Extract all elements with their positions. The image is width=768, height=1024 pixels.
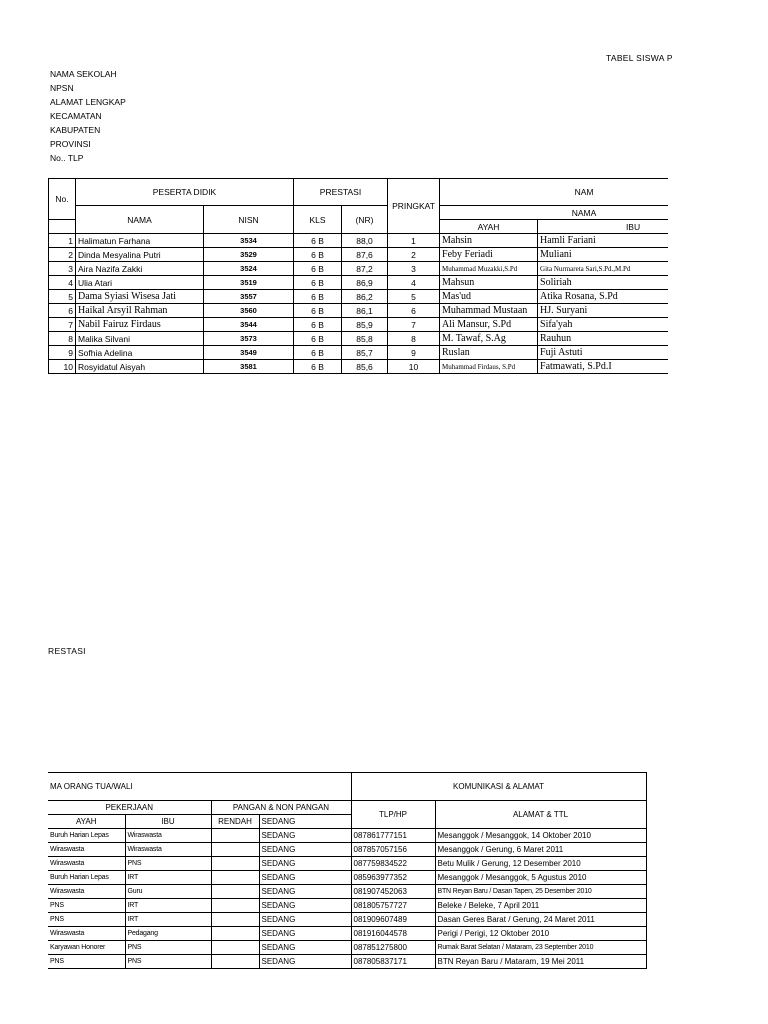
cell-rendah — [211, 955, 259, 969]
info-npsn: NPSN — [50, 83, 74, 93]
cell-ayah: PNS — [48, 913, 125, 927]
cell-ayah: Wiraswasta — [48, 843, 125, 857]
cell-kls: 6 B — [294, 360, 342, 374]
header-nr: (NR) — [342, 206, 388, 234]
table-row — [49, 262, 669, 276]
cell-alamat: Beleke / Beleke, 7 April 2011 — [435, 899, 646, 913]
cell-no: 1 — [49, 234, 76, 248]
cell-ayah: Buruh Harian Lepas — [48, 871, 125, 885]
cell-no: 4 — [49, 276, 76, 290]
cell-ibu: PNS — [125, 955, 211, 969]
cell-nisn: 3544 — [204, 318, 294, 332]
cell-ibu: Rauhun — [538, 332, 668, 346]
cell-no: 2 — [49, 248, 76, 262]
cell-ibu: PNS — [125, 857, 211, 871]
parent-table-wrapper — [48, 772, 648, 969]
cell-ibu: Wiraswasta — [125, 843, 211, 857]
table-row — [49, 234, 669, 248]
cell-tlp: 087851275800 — [351, 941, 435, 955]
school-info — [50, 67, 126, 165]
cell-sedang: SEDANG — [259, 829, 351, 843]
cell-sedang: SEDANG — [259, 857, 351, 871]
cell-kls: 6 B — [294, 304, 342, 318]
cell-sedang: SEDANG — [259, 843, 351, 857]
cell-ibu: Atika Rosana, S.Pd — [538, 290, 668, 304]
cell-ibu: PNS — [125, 941, 211, 955]
header-prestasi: PRESTASI — [294, 179, 388, 206]
cell-nisn: 3549 — [204, 346, 294, 360]
cell-nr: 87,6 — [342, 248, 388, 262]
cell-nisn: 3581 — [204, 360, 294, 374]
cell-pringkat: 6 — [388, 304, 440, 318]
cell-sedang: SEDANG — [259, 941, 351, 955]
header-tlp: TLP/HP — [351, 801, 435, 829]
header-ayah: AYAH — [440, 220, 538, 234]
cell-ayah: Muhammad Muzakki,S.Pd — [440, 262, 538, 276]
cell-pringkat: 5 — [388, 290, 440, 304]
cell-tlp: 087861777151 — [351, 829, 435, 843]
info-kabupaten: KABUPATEN — [50, 125, 101, 135]
cell-ayah: Muhammad Firdaus, S.Pd — [440, 360, 538, 374]
cell-nisn: 3573 — [204, 332, 294, 346]
cell-ayah: Mahsin — [440, 234, 538, 248]
cell-nisn: 3529 — [204, 248, 294, 262]
cell-tlp: 081907452063 — [351, 885, 435, 899]
cell-no: 6 — [49, 304, 76, 318]
cell-nr: 86,2 — [342, 290, 388, 304]
cell-ibu: Wiraswasta — [125, 829, 211, 843]
table-row — [48, 871, 646, 885]
cell-ibu: Pedagang — [125, 927, 211, 941]
cell-nama: Dinda Mesyalina Putri — [76, 248, 204, 262]
cell-pringkat: 1 — [388, 234, 440, 248]
cell-ibu: IRT — [125, 899, 211, 913]
cell-ayah: PNS — [48, 955, 125, 969]
cell-no: 10 — [49, 360, 76, 374]
cell-ayah: Wiraswasta — [48, 885, 125, 899]
table-row — [48, 843, 646, 857]
cell-rendah — [211, 871, 259, 885]
cell-tlp: 081909607489 — [351, 913, 435, 927]
cell-tlp: 087857057156 — [351, 843, 435, 857]
cell-kls: 6 B — [294, 248, 342, 262]
header-nisn: NISN — [204, 206, 294, 234]
cell-alamat: BTN Reyan Baru / Dasan Tapen, 25 Desember 2010 — [435, 885, 646, 899]
info-kecamatan: KECAMATAN — [50, 111, 102, 121]
cell-pringkat: 2 — [388, 248, 440, 262]
header-alamat: ALAMAT & TTL — [435, 801, 646, 829]
cell-sedang: SEDANG — [259, 927, 351, 941]
cell-tlp: 081916044578 — [351, 927, 435, 941]
cell-pringkat: 3 — [388, 262, 440, 276]
header-rendah: RENDAH — [211, 815, 259, 829]
cell-nama: Halimatun Farhana — [76, 234, 204, 248]
cell-ibu: Fatmawati, S.Pd.I — [538, 360, 668, 374]
cell-ibu: Gita Nurmareta Sari,S.Pd.,M.Pd — [538, 262, 668, 276]
table-row — [48, 955, 646, 969]
cell-rendah — [211, 829, 259, 843]
cell-nama: Nabil Fairuz Firdaus — [76, 318, 204, 332]
cell-kls: 6 B — [294, 318, 342, 332]
cell-rendah — [211, 941, 259, 955]
cell-sedang: SEDANG — [259, 899, 351, 913]
table-row — [48, 899, 646, 913]
header-sedang: SEDANG — [259, 815, 351, 829]
table-row — [49, 360, 669, 374]
table-row — [49, 276, 669, 290]
cell-tlp: 085963977352 — [351, 871, 435, 885]
header-pekerjaan: PEKERJAAN — [48, 801, 211, 815]
cell-alamat: Rumak Barat Selatan / Mataram, 23 September 2010 — [435, 941, 646, 955]
cell-ibu: Muliani — [538, 248, 668, 262]
cell-ayah: Mahsun — [440, 276, 538, 290]
section-label-prestasi: RESTASI — [48, 646, 86, 656]
cell-nama: Haikal Arsyil Rahman — [76, 304, 204, 318]
cell-kls: 6 B — [294, 332, 342, 346]
table-row — [49, 318, 669, 332]
cell-alamat: Mesanggok / Gerung, 6 Maret 2011 — [435, 843, 646, 857]
cell-ayah: PNS — [48, 899, 125, 913]
cell-ayah: Muhammad Mustaan — [440, 304, 538, 318]
header-pringkat: PRINGKAT — [388, 179, 440, 234]
cell-pringkat: 9 — [388, 346, 440, 360]
table-row — [49, 248, 669, 262]
cell-ayah: Feby Feriadi — [440, 248, 538, 262]
cell-ibu: Sifa'yah — [538, 318, 668, 332]
cell-ayah: Ali Mansur, S.Pd — [440, 318, 538, 332]
cell-nama: Ulia Atari — [76, 276, 204, 290]
cell-no: 7 — [49, 318, 76, 332]
cell-nr: 85,7 — [342, 346, 388, 360]
cell-sedang: SEDANG — [259, 885, 351, 899]
cell-alamat: BTN Reyan Baru / Mataram, 19 Mei 2011 — [435, 955, 646, 969]
cell-nama: Dama Syiasi Wisesa Jati — [76, 290, 204, 304]
table-row — [49, 304, 669, 318]
cell-nr: 86,1 — [342, 304, 388, 318]
cell-no: 5 — [49, 290, 76, 304]
cell-nisn: 3557 — [204, 290, 294, 304]
table-row — [48, 913, 646, 927]
cell-alamat: Dasan Geres Barat / Gerung, 24 Maret 2011 — [435, 913, 646, 927]
cell-kls: 6 B — [294, 262, 342, 276]
cell-ayah: Ruslan — [440, 346, 538, 360]
cell-ibu: Guru — [125, 885, 211, 899]
cell-rendah — [211, 843, 259, 857]
cell-nr: 85,9 — [342, 318, 388, 332]
header-ibu: IBU — [538, 220, 668, 234]
table-row — [49, 290, 669, 304]
header-pangan: PANGAN & NON PANGAN — [211, 801, 351, 815]
cell-ayah: Buruh Harian Lepas — [48, 829, 125, 843]
cell-ibu: HJ. Suryani — [538, 304, 668, 318]
table-row — [48, 927, 646, 941]
cell-rendah — [211, 857, 259, 871]
table-row — [48, 829, 646, 843]
table-row — [48, 857, 646, 871]
cell-sedang: SEDANG — [259, 955, 351, 969]
cell-alamat: Mesanggok / Mesanggok, 14 Oktober 2010 — [435, 829, 646, 843]
table-row — [48, 941, 646, 955]
table-row — [48, 885, 646, 899]
cell-rendah — [211, 927, 259, 941]
cell-sedang: SEDANG — [259, 913, 351, 927]
table-row — [49, 346, 669, 360]
header-nama: NAMA — [76, 206, 204, 234]
header-nama-sub: NAMA — [440, 206, 668, 220]
cell-nama: Malika Silvani — [76, 332, 204, 346]
cell-ayah: Karyawan Honorer — [48, 941, 125, 955]
info-tlp: No.. TLP — [50, 153, 84, 163]
cell-ibu: Soliriah — [538, 276, 668, 290]
header-nama-ortu-wali: MA ORANG TUA/WALI — [48, 773, 351, 801]
cell-no: 8 — [49, 332, 76, 346]
cell-pringkat: 8 — [388, 332, 440, 346]
cell-nr: 85,6 — [342, 360, 388, 374]
cell-kls: 6 B — [294, 276, 342, 290]
cell-pringkat: 10 — [388, 360, 440, 374]
cell-nama: Rosyidatul Aisyah — [76, 360, 204, 374]
info-alamat: ALAMAT LENGKAP — [50, 97, 126, 107]
cell-ayah: Wiraswasta — [48, 857, 125, 871]
cell-alamat: Betu Mulik / Gerung, 12 Desember 2010 — [435, 857, 646, 871]
cell-nr: 86,9 — [342, 276, 388, 290]
header-kls: KLS — [294, 206, 342, 234]
cell-ayah: M. Tawaf, S.Ag — [440, 332, 538, 346]
cell-tlp: 081805757727 — [351, 899, 435, 913]
student-table — [48, 178, 668, 374]
cell-rendah — [211, 913, 259, 927]
header-ibu: IBU — [125, 815, 211, 829]
header-ayah: AYAH — [48, 815, 125, 829]
header-komunikasi: KOMUNIKASI & ALAMAT — [351, 773, 646, 801]
cell-alamat: Perigi / Perigi, 12 Oktober 2010 — [435, 927, 646, 941]
student-table-wrapper — [48, 178, 668, 374]
cell-nisn: 3519 — [204, 276, 294, 290]
cell-sedang: SEDANG — [259, 871, 351, 885]
cell-tlp: 087759834522 — [351, 857, 435, 871]
cell-rendah — [211, 899, 259, 913]
cell-pringkat: 4 — [388, 276, 440, 290]
cell-ayah: Wiraswasta — [48, 927, 125, 941]
cell-nr: 85,8 — [342, 332, 388, 346]
table-row — [49, 332, 669, 346]
header-no: No. — [49, 179, 76, 220]
cell-no: 9 — [49, 346, 76, 360]
info-nama-sekolah: NAMA SEKOLAH — [50, 69, 117, 79]
header-nama-ortu: NAM — [440, 179, 668, 206]
document-title: TABEL SISWA P — [606, 53, 673, 63]
cell-nisn: 3524 — [204, 262, 294, 276]
cell-rendah — [211, 885, 259, 899]
info-provinsi: PROVINSI — [50, 139, 91, 149]
cell-kls: 6 B — [294, 290, 342, 304]
cell-nisn: 3560 — [204, 304, 294, 318]
cell-ibu: IRT — [125, 871, 211, 885]
cell-pringkat: 7 — [388, 318, 440, 332]
cell-nr: 88,0 — [342, 234, 388, 248]
cell-alamat: Mesanggok / Mesanggok, 5 Agustus 2010 — [435, 871, 646, 885]
cell-kls: 6 B — [294, 234, 342, 248]
cell-no: 3 — [49, 262, 76, 276]
cell-nama: Aira Nazifa Zakki — [76, 262, 204, 276]
header-peserta-didik: PESERTA DIDIK — [76, 179, 294, 206]
parent-table — [48, 772, 647, 969]
cell-nisn: 3534 — [204, 234, 294, 248]
cell-ayah: Mas'ud — [440, 290, 538, 304]
cell-nama: Sofhia Adelina — [76, 346, 204, 360]
cell-ibu: Hamli Fariani — [538, 234, 668, 248]
cell-ibu: IRT — [125, 913, 211, 927]
cell-tlp: 087805837171 — [351, 955, 435, 969]
cell-kls: 6 B — [294, 346, 342, 360]
cell-ibu: Fuji Astuti — [538, 346, 668, 360]
cell-nr: 87,2 — [342, 262, 388, 276]
